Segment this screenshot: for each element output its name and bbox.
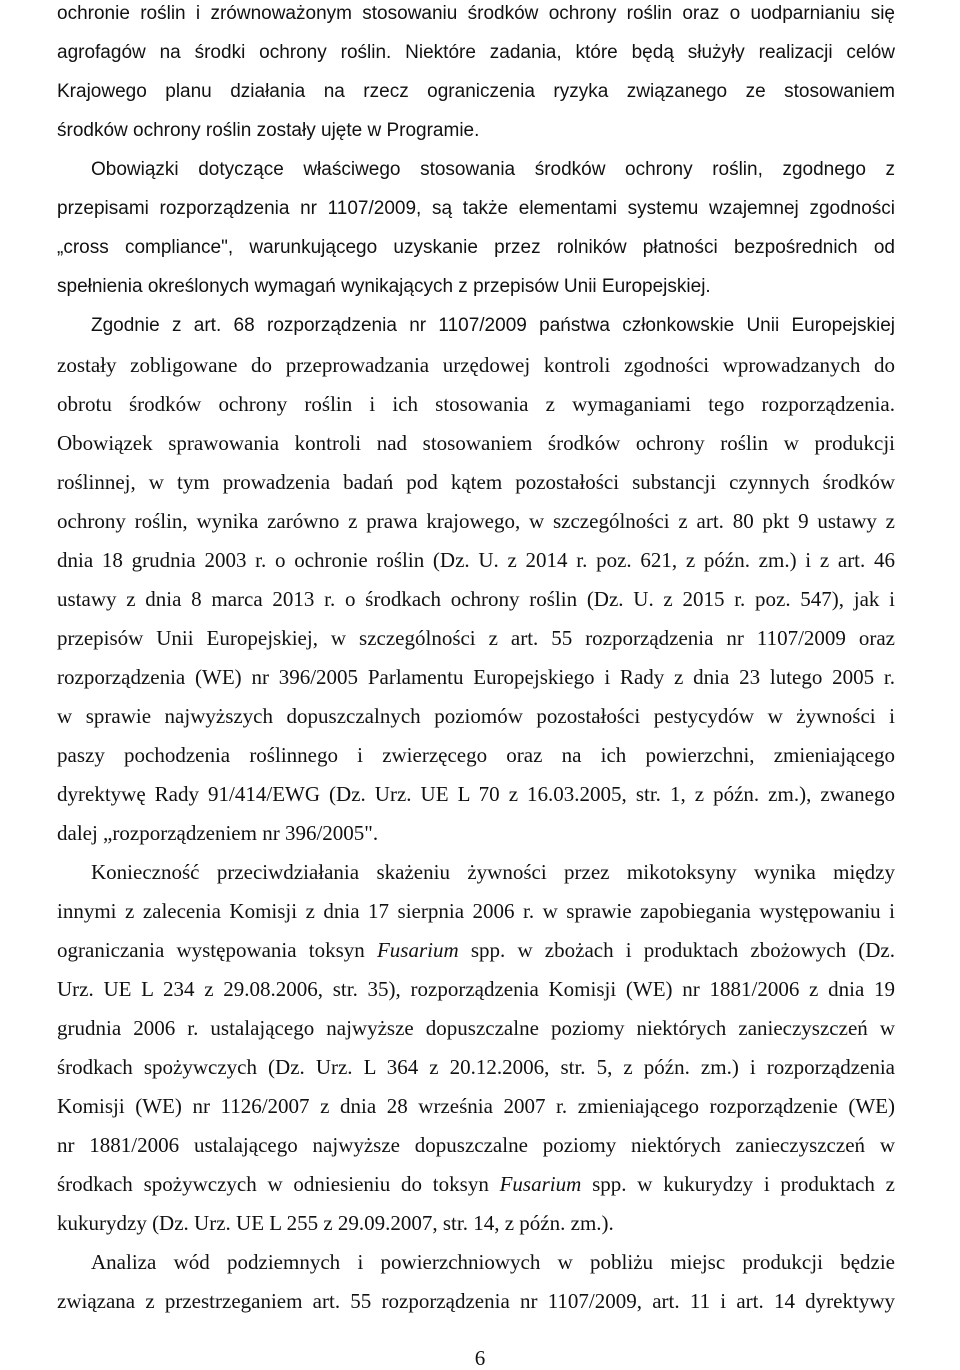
text-line: dyrektywę Rady 91/414/EWG (Dz. Urz. UE L 70 z 16.03.2005, str. 1, z późn. zm.), zwanego — [57, 782, 895, 806]
text-line: „cross compliance", warunkującego uzyskanie przez rolników płatności bezpośrednich od — [57, 237, 895, 258]
text-line: rozporządzenia (WE) nr 396/2005 Parlamentu Europejskiego i Rady z dnia 23 lutego 2005 r. — [57, 665, 895, 689]
text-line: roślinnej, w tym prowadzenia badań pod kątem pozostałości substancji czynnych środków — [57, 470, 895, 494]
text-line: agrofagów na środki ochrony roślin. Niektóre zadania, które będą służyły realizacji celów — [57, 42, 895, 63]
text-line: przepisów Unii Europejskiej, w szczególności z art. 55 rozporządzenia nr 1107/2009 oraz — [57, 626, 895, 650]
text-line: ustawy z dnia 8 marca 2013 r. o środkach ochrony roślin (Dz. U. z 2015 r. poz. 547), jak i — [57, 587, 895, 611]
text-line: ochronie roślin i zrównoważonym stosowaniu środków ochrony roślin oraz o uodparnianiu się — [57, 3, 895, 24]
text-line: Urz. UE L 234 z 29.08.2006, str. 35), rozporządzenia Komisji (WE) nr 1881/2006 z dnia 19 — [57, 977, 895, 1001]
text-line: paszy pochodzenia roślinnego i zwierzęcego oraz na ich powierzchni, zmieniającego — [57, 743, 895, 767]
text-line: zostały zobligowane do przeprowadzania urzędowej kontroli zgodności wprowadzanych do — [57, 353, 895, 377]
genus-name: Fusarium — [499, 1172, 582, 1196]
genus-name: Fusarium — [376, 938, 459, 962]
text-line: kukurydzy (Dz. Urz. UE L 255 z 29.09.2007, str. 14, z późn. zm.). — [57, 1211, 614, 1235]
text-line: Zgodnie z art. 68 rozporządzenia nr 1107/2009 państwa członkowskie Unii Europejskiej — [91, 315, 895, 336]
text-line: Analiza wód podziemnych i powierzchniowych w pobliżu miejsc produkcji będzie — [91, 1250, 895, 1274]
text-line: środkach spożywczych (Dz. Urz. L 364 z 20.12.2006, str. 5, z późn. zm.) i rozporządzenia — [57, 1055, 895, 1079]
text-line: dnia 18 grudnia 2003 r. o ochronie roślin (Dz. U. z 2014 r. poz. 621, z późn. zm.) i z art. 46 — [57, 548, 895, 572]
text-line: Obowiązki dotyczące właściwego stosowania środków ochrony roślin, zgodnego z — [91, 159, 895, 180]
text-line: związana z przestrzeganiem art. 55 rozporządzenia nr 1107/2009, art. 11 i art. 14 dyrektywy — [57, 1289, 895, 1313]
text-line: grudnia 2006 r. ustalającego najwyższe dopuszczalne poziomy niektórych zanieczyszczeń w — [57, 1016, 895, 1040]
text-line: Krajowego planu działania na rzecz ograniczenia ryzyka związanego ze stosowaniem — [57, 81, 895, 102]
text-line: dalej „rozporządzeniem nr 396/2005". — [57, 821, 379, 845]
text-line: obrotu środków ochrony roślin i ich stosowania z wymaganiami tego rozporządzenia. — [57, 392, 895, 416]
text-line: ochrony roślin, wynika zarówno z prawa krajowego, w szczególności z art. 80 pkt 9 ustawy z — [57, 509, 895, 533]
text-line: środków ochrony roślin zostały ujęte w Programie. — [57, 120, 480, 141]
text-line: przepisami rozporządzenia nr 1107/2009, są także elementami systemu wzajemnej zgodności — [57, 198, 895, 219]
text-line: innymi z zalecenia Komisji z dnia 17 sierpnia 2006 r. w sprawie zapobiegania występowaniu i — [57, 899, 895, 923]
text-line: Obowiązek sprawowania kontroli nad stosowaniem środków ochrony roślin w produkcji — [57, 431, 895, 455]
text-line: środkach spożywczych w odniesieniu do toksyn Fusarium spp. w kukurydzy i produktach z — [57, 1172, 896, 1196]
text-line: w sprawie najwyższych dopuszczalnych poziomów pozostałości pestycydów w żywności i — [57, 704, 895, 728]
text-line: spełnienia określonych wymagań wynikających z przepisów Unii Europejskiej. — [57, 276, 711, 297]
page-number: 6 — [474, 1346, 486, 1370]
text-line: ograniczania występowania toksyn Fusarium spp. w zbożach i produktach zbożowych (Dz. — [57, 938, 895, 962]
text-line: Komisji (WE) nr 1126/2007 z dnia 28 września 2007 r. zmieniającego rozporządzenie (WE) — [57, 1094, 895, 1118]
text-line: Konieczność przeciwdziałania skażeniu żywności przez mikotoksyny wynika między — [91, 860, 895, 884]
text-line: nr 1881/2006 ustalającego najwyższe dopuszczalne poziomy niektórych zanieczyszczeń w — [57, 1133, 895, 1157]
